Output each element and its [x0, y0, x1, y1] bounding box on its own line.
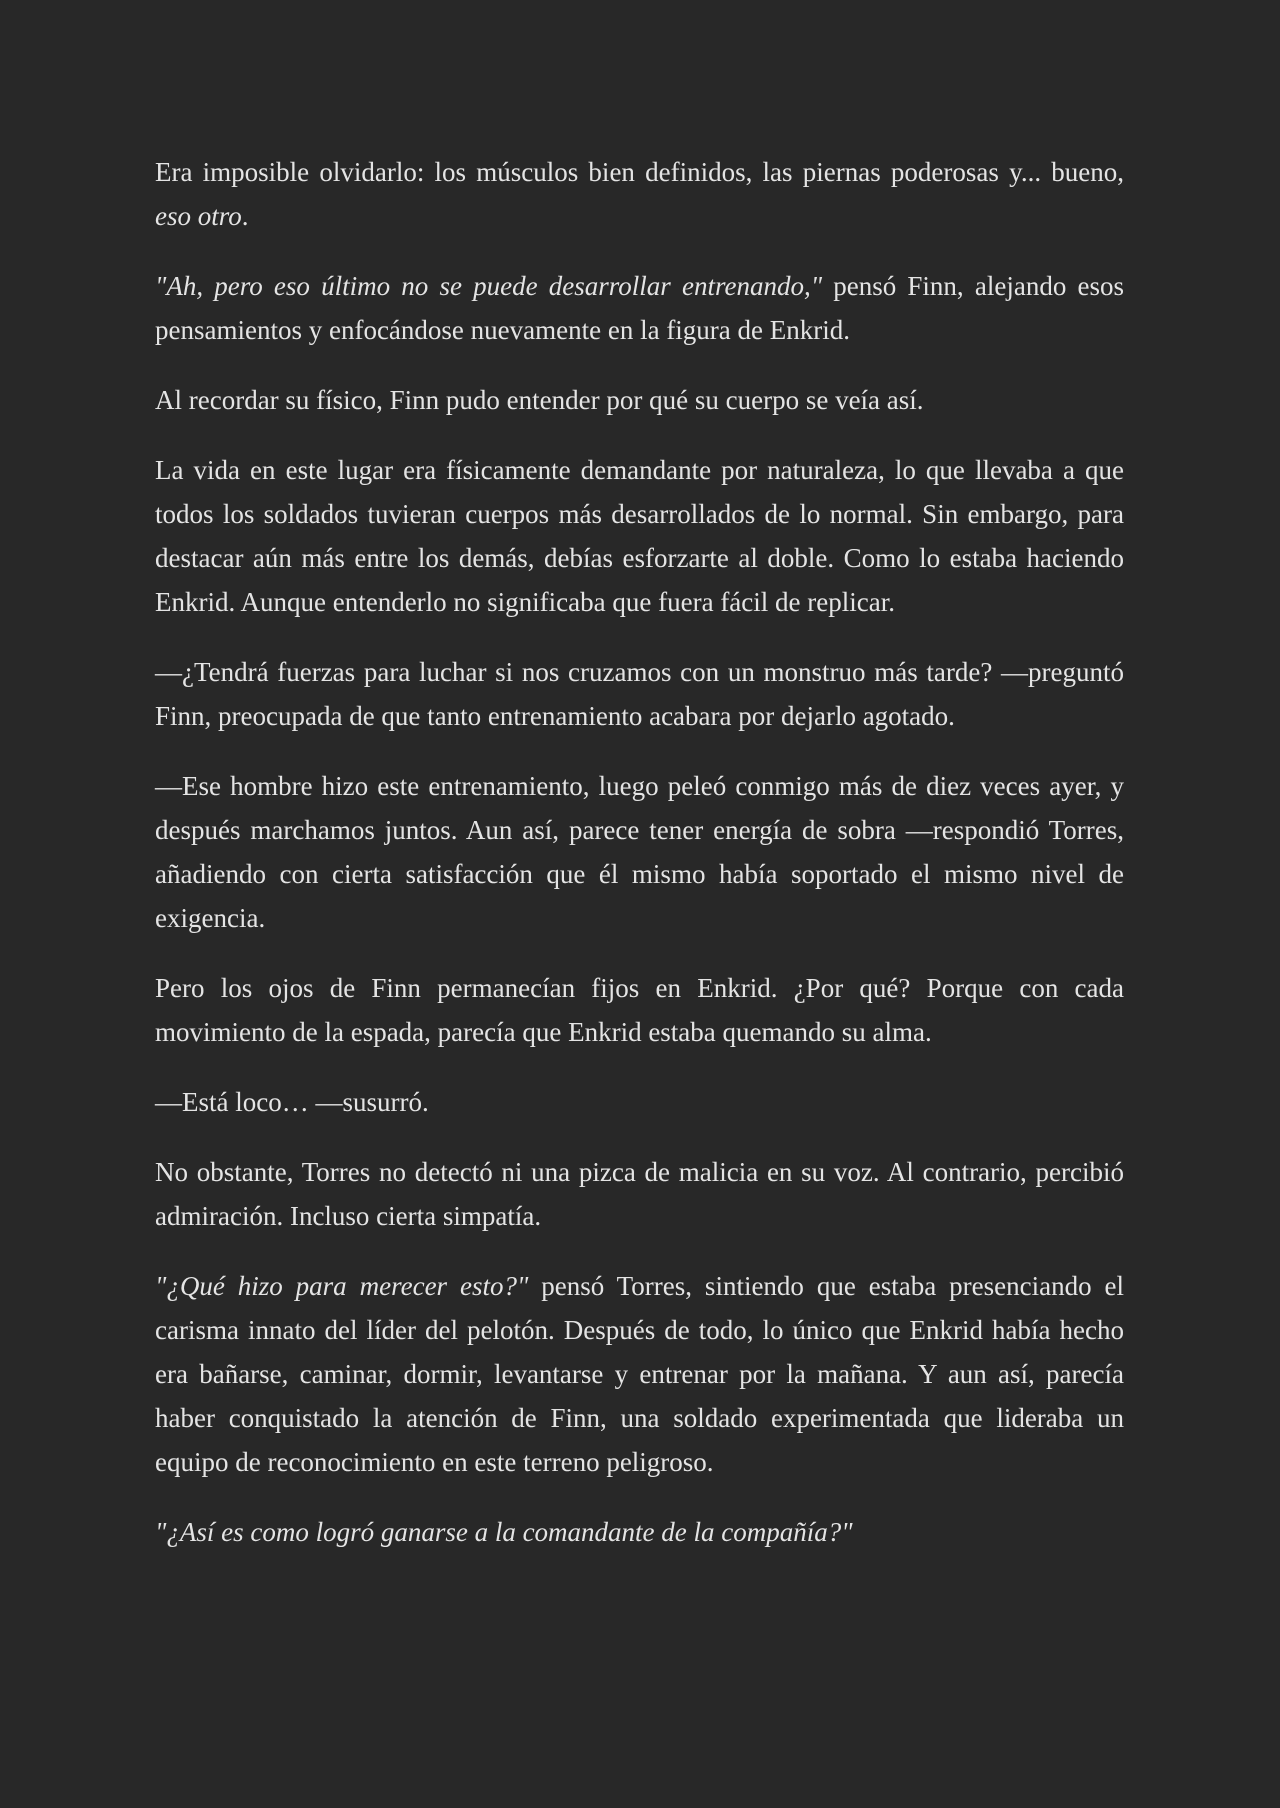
paragraph-7: [155, 966, 1124, 1054]
italic-segment: "¿Qué hizo para merecer esto?": [155, 1271, 529, 1301]
italic-segment: "Ah, pero eso último no se puede desarrollar entrenando,": [155, 271, 823, 301]
italic-segment: "¿Así es como logró ganarse a la comandante de la compañía?": [155, 1517, 853, 1547]
paragraph-10: [155, 1264, 1124, 1484]
paragraph-6: [155, 764, 1124, 940]
paragraph-1: [155, 150, 1124, 238]
text-segment: —Está loco… —susurró.: [155, 1087, 429, 1117]
text-segment: .: [241, 201, 249, 231]
italic-segment: eso otro: [155, 201, 242, 231]
paragraph-5: [155, 650, 1124, 738]
text-segment: —¿Tendrá fuerzas para luchar si nos cruzamos con un monstruo más tarde? —preguntó Finn, preocupada de que tanto entrenamiento acabara por dejarlo agotado.: [155, 657, 1124, 731]
text-segment: Al recordar su físico, Finn pudo entender por qué su cuerpo se veía así.: [155, 385, 924, 415]
text-segment: —Ese hombre hizo este entrenamiento, luego peleó conmigo más de diez veces ayer, y después marchamos juntos. Aun así, parece tener energía de sobra —respondió Torres, añadiendo con cierta satisfacción que él mismo había soportado el mismo nivel de exigencia.: [155, 771, 1124, 933]
reader-page: [155, 150, 1124, 1580]
paragraph-4: [155, 448, 1124, 624]
text-segment: pensó Finn, alejando esos pensamientos y enfocándose nuevamente en la figura de Enkrid.: [155, 271, 1124, 345]
text-segment: Era imposible olvidarlo: los músculos bien definidos, las piernas poderosas y... bueno,: [155, 157, 1124, 187]
paragraph-2: [155, 264, 1124, 352]
text-segment: pensó Torres, sintiendo que estaba presenciando el carisma innato del líder del pelotón. Después de todo, lo único que Enkrid había hecho era bañarse, caminar, dormir, levantarse y entrenar por la mañana. Y aun así, parecía haber conquistado la atención de Finn, una soldado experimentada que lideraba un equipo de reconocimiento en este terreno peligroso.: [155, 1271, 1124, 1477]
paragraph-8: [155, 1080, 1124, 1124]
text-segment: Pero los ojos de Finn permanecían fijos en Enkrid. ¿Por qué? Porque con cada movimiento de la espada, parecía que Enkrid estaba quemando su alma.: [155, 973, 1124, 1047]
text-segment: No obstante, Torres no detectó ni una pizca de malicia en su voz. Al contrario, percibió admiración. Incluso cierta simpatía.: [155, 1157, 1124, 1231]
paragraph-11: [155, 1510, 1124, 1554]
paragraph-9: [155, 1150, 1124, 1238]
text-segment: La vida en este lugar era físicamente demandante por naturaleza, lo que llevaba a que todos los soldados tuvieran cuerpos más desarrollados de lo normal. Sin embargo, para destacar aún más entre los demás, debías esforzarte al doble. Como lo estaba haciendo Enkrid. Aunque entenderlo no significaba que fuera fácil de replicar.: [155, 455, 1124, 617]
paragraph-3: [155, 378, 1124, 422]
